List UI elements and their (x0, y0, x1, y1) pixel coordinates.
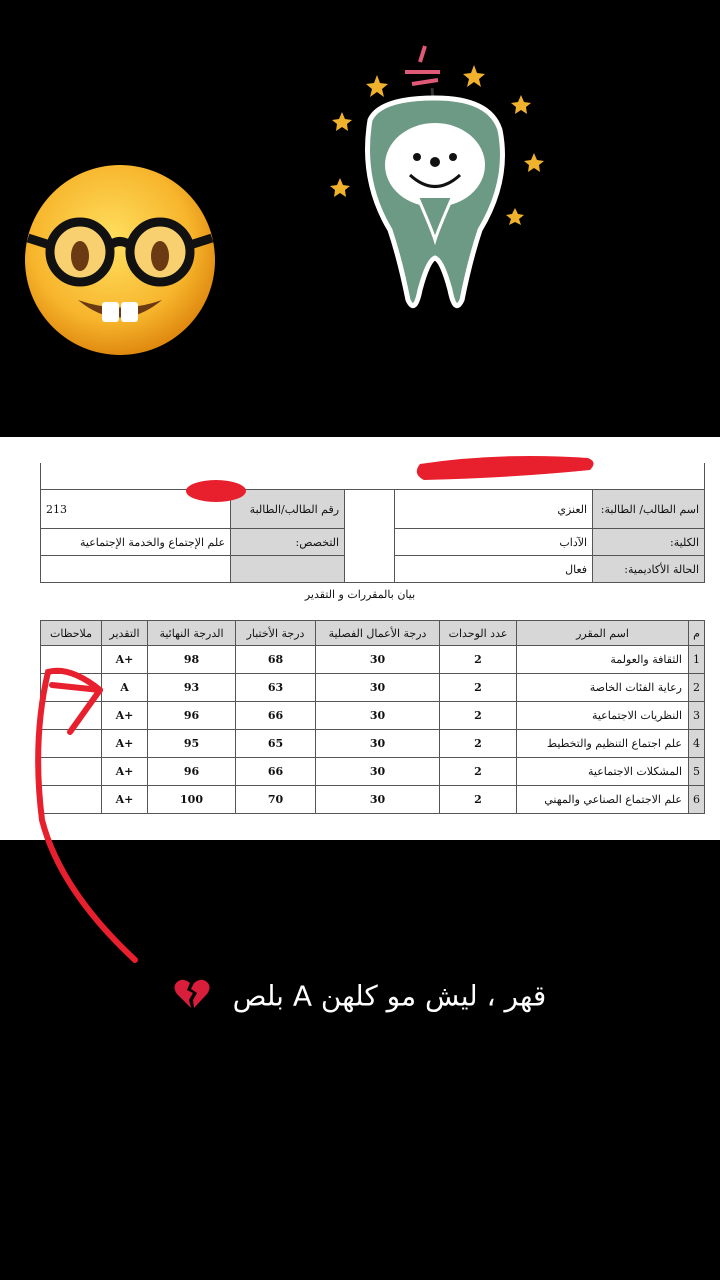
notes-cell (41, 674, 102, 702)
tooth-mascot-sticker (330, 46, 544, 306)
grade-cell: A+ (102, 646, 148, 674)
coursework-cell: 30 (316, 758, 440, 786)
notes-cell (41, 730, 102, 758)
table-row (41, 786, 705, 814)
col-course: اسم المقرر (517, 621, 689, 646)
course-name: علم الاجتماع الصناعي والمهني (517, 786, 689, 814)
col-grade: التقدير (102, 621, 148, 646)
col-units: عدد الوحدات (440, 621, 517, 646)
coursework-cell: 30 (316, 786, 440, 814)
sticker-area (0, 0, 720, 440)
exam-cell: 70 (236, 786, 316, 814)
final-cell: 96 (148, 702, 236, 730)
row-index: 5 (689, 758, 705, 786)
student-info-table (40, 463, 705, 583)
grade-cell: A+ (102, 786, 148, 814)
major-value: علم الإجتماع والخدمة الإجتماعية (41, 529, 231, 556)
row-index: 6 (689, 786, 705, 814)
exam-cell: 68 (236, 646, 316, 674)
transcript-document (0, 437, 720, 840)
col-notes: ملاحظات (41, 621, 102, 646)
exam-cell: 66 (236, 758, 316, 786)
coursework-cell: 30 (316, 674, 440, 702)
notes-cell (41, 758, 102, 786)
major-label: التخصص: (231, 529, 345, 556)
notes-cell (41, 646, 102, 674)
grade-cell: A+ (102, 730, 148, 758)
story-caption (0, 978, 720, 1017)
final-cell: 96 (148, 758, 236, 786)
courses-section-title: بيان بالمقررات و التقدير (304, 588, 416, 601)
units-cell: 2 (440, 646, 517, 674)
grade-cell: A+ (102, 702, 148, 730)
final-cell: 98 (148, 646, 236, 674)
grades-table (40, 620, 705, 814)
student-name-label: اسم الطالب/ الطالبة: (593, 490, 705, 529)
course-name: المشكلات الاجتماعية (517, 758, 689, 786)
coursework-cell: 30 (316, 646, 440, 674)
top-blank-row (41, 463, 705, 490)
grade-cell: A (102, 674, 148, 702)
empty-gray-cell (231, 556, 345, 583)
units-cell: 2 (440, 674, 517, 702)
row-index: 4 (689, 730, 705, 758)
nerd-face-emoji (25, 165, 215, 355)
course-name: رعاية الفئات الخاصة (517, 674, 689, 702)
table-row (41, 646, 705, 674)
col-final: الدرجة النهائية (148, 621, 236, 646)
college-value: الآداب (395, 529, 593, 556)
course-name: علم اجتماع التنظيم والتخطيط (517, 730, 689, 758)
final-cell: 93 (148, 674, 236, 702)
notes-cell (41, 786, 102, 814)
student-name-value: العنزي (395, 490, 593, 529)
student-id-value: 213 (41, 490, 231, 529)
final-cell: 100 (148, 786, 236, 814)
status-value: فعال (395, 556, 593, 583)
exam-cell: 66 (236, 702, 316, 730)
spacer-cell (345, 490, 395, 529)
units-cell: 2 (440, 786, 517, 814)
broken-heart-emoji (174, 978, 210, 1017)
final-cell: 95 (148, 730, 236, 758)
caption-text: قهر ، ليش مو كلهن A بلص (232, 979, 547, 1013)
table-row (41, 702, 705, 730)
col-coursework: درجة الأعمال الفصلية (316, 621, 440, 646)
coursework-cell: 30 (316, 730, 440, 758)
exam-cell: 63 (236, 674, 316, 702)
exam-cell: 65 (236, 730, 316, 758)
spacer-cell (345, 556, 395, 583)
empty-cell (41, 556, 231, 583)
student-id-label: رقم الطالب/الطالبة (231, 490, 345, 529)
grade-cell: A+ (102, 758, 148, 786)
units-cell: 2 (440, 730, 517, 758)
notes-cell (41, 702, 102, 730)
col-exam: درجة الأختبار (236, 621, 316, 646)
row-index: 2 (689, 674, 705, 702)
table-row (41, 730, 705, 758)
row-index: 1 (689, 646, 705, 674)
course-name: الثقافة والعولمة (517, 646, 689, 674)
grades-header-row (41, 621, 705, 646)
table-row (41, 674, 705, 702)
coursework-cell: 30 (316, 702, 440, 730)
table-row (41, 758, 705, 786)
col-index: م (689, 621, 705, 646)
status-label: الحالة الأكاديمية: (593, 556, 705, 583)
spacer-cell (345, 529, 395, 556)
college-label: الكلية: (593, 529, 705, 556)
units-cell: 2 (440, 758, 517, 786)
row-index: 3 (689, 702, 705, 730)
course-name: النظريات الاجتماعية (517, 702, 689, 730)
units-cell: 2 (440, 702, 517, 730)
